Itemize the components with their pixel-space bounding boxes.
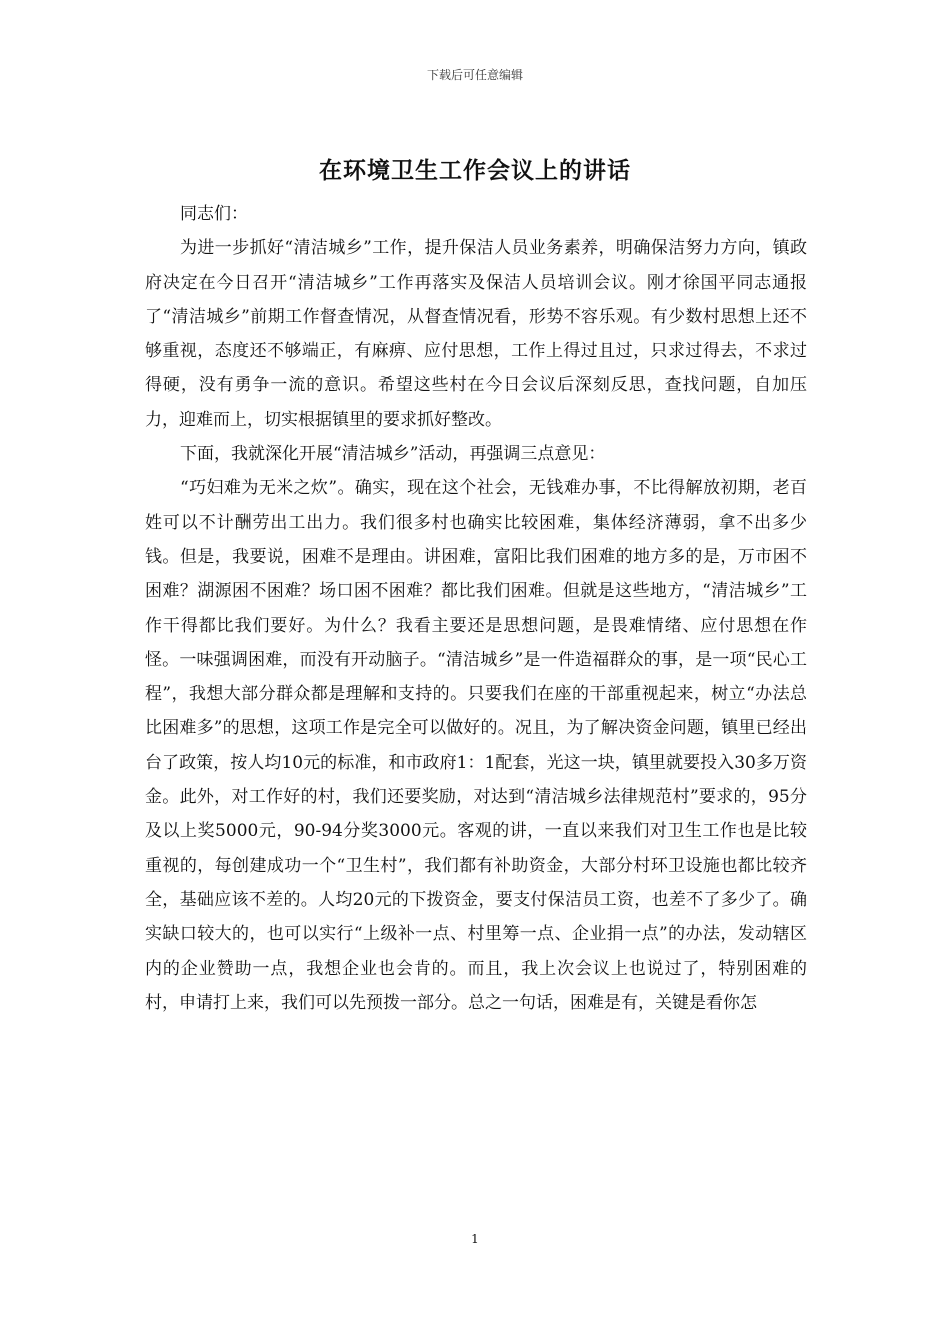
page-number: 1 [471,1232,479,1246]
document-body [145,197,807,1020]
paragraph-2: 下面，我就深化开展“清洁城乡”活动，再强调三点意见： [180,444,606,465]
page-header: 下载后可任意编辑 [426,68,523,82]
salutation: 同志们： [180,204,248,224]
document-title: 在环境卫生工作会议上的讲话 [319,157,631,184]
paragraph-3: “巧妇难为无米之炊”。确实，现在这个社会，无钱难办事，不比得解放初期，老百姓可以不计酬劳出工出力。我们很多村也确实比较困难，集体经济薄弱，拿不出多少钱。但是，我要说，困难不是理由。讲困难，富阳比我们困难的地方多的是，万市困不困难？湖源困不困难？场口困不困难？都比我们困难。但就是这些地方，“清洁城乡”工作干得都比我们要好。为什么？我看主要还是思想问题，是畏难情绪、应付思想在作怪。一味强调困难，而没有开动脑子。“清洁城乡”是一件造福群众的事，是一项“民心工程”，我想大部分群众都是理解和支持的。只要我们在座的干部重视起来，树立“办法总比困难多”的思想，这项工作是完全可以做好的。况且，为了解决资金问题，镇里已经出台了政策，按人均10元的标准，和市政府1：1配套，光这一块，镇里就要投入30多万资金。此外，对工作好的村，我们还要奖励，对达到“清洁城乡法律规范村”要求的，95分及以上奖5000元，90-94分奖3000元。客观的讲，一直以来我们对卫生工作也是比较重视的，每创建成功一个“卫生村”，我们都有补助资金，大部分村环卫设施也都比较齐全，基础应该不差的。人均20元的下拨资金，要支付保洁员工资，也差不了多少了。确实缺口较大的，也可以实行“上级补一点、村里筹一点、企业捐一点”的办法，发动辖区内的企业赞助一点，我想企业也会肯的。而且，我上次会议上也说过了，特别困难的村，申请打上来，我们可以先预拨一部分。总之一句话，困难是有，关键是看你怎 [145,478,807,1013]
paragraph-1: 为进一步抓好“清洁城乡”工作，提升保洁人员业务素养，明确保洁努力方向，镇政府决定在今日召开“清洁城乡”工作再落实及保洁人员培训会议。刚才徐国平同志通报了“清洁城乡”前期工作督查情况，从督查情况看，形势不容乐观。有少数村思想上还不够重视，态度还不够端正，有麻痹、应付思想，工作上得过且过，只求过得去，不求过得硬，没有勇争一流的意识。希望这些村在今日会议后深刻反思，查找问题，自加压力，迎难而上，切实根据镇里的要求抓好整改。 [145,238,807,430]
